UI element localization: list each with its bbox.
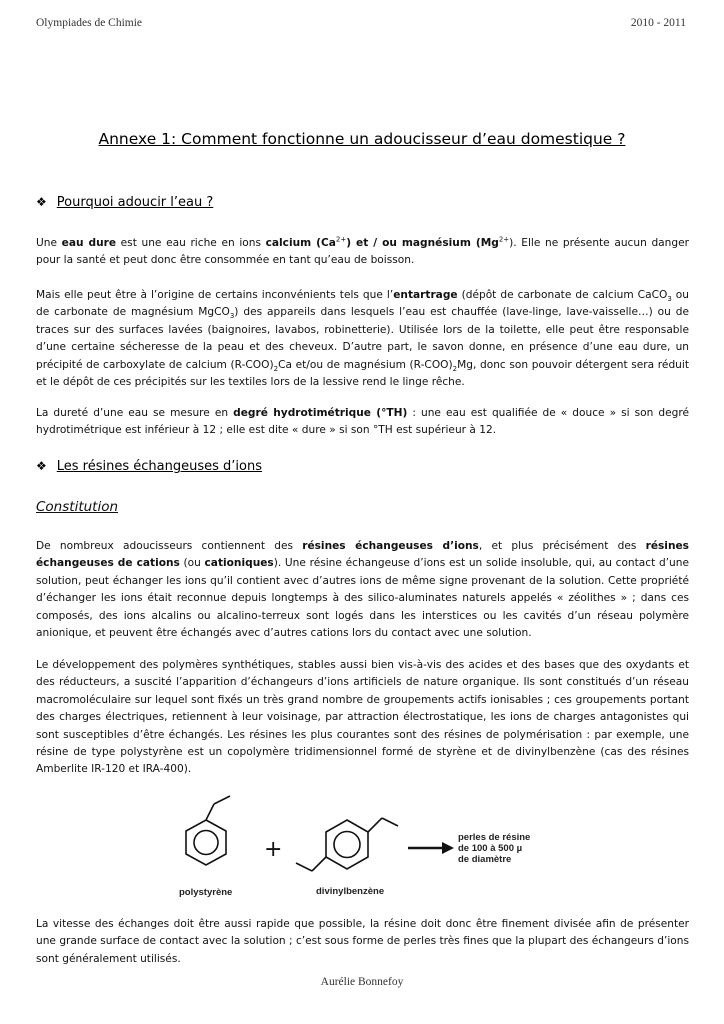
paragraph-resins-intro: De nombreux adoucisseurs contiennent des résines échangeuses d’ions, et plus précisément des résines échangeuses de cations (ou cationiques). Une résine échangeuse d’ions est un solide insoluble, qui, au contact d’une solution, peut échanger les ions qu’il contient avec d’autres ions de même signe provenant de la solution. Cette propriété d’échanger les ions était reconnue depuis longtemps à des silico-aluminates naturels appelés « zéolithes » ; dans ces composés, des ions alcalins ou alcalino-terreux sont logés dans les interstices ou les cavités d’un réseau polymère anionique, et peuvent être échangés avec d’autres cations lors du contact avec une solution. (36, 540, 689, 640)
label-divinylbenzene: divinylbenzène (316, 886, 385, 897)
result-line-3: de diamètre (458, 854, 512, 865)
paragraph-hard-water: Une eau dure est une eau riche en ions calcium $(Ca^{2+})$ et / ou magnésium $(Mg^{2+})$. Elle ne présente aucun danger pour la santé et peut donc être consommée en tant qu’eau de boisson. (36, 235, 689, 267)
paragraph-scaling: Mais elle peut être à l’origine de certains inconvénients tels que l’entartrage (dépôt de carbonate de calcium CaCO$_3$ ou de carbonate de magnésium MgCO$_3$) des appareils dans lesquels l’eau est chauffée (lave-linge, lave-vaisselle…) ou de traces sur des surfaces lavées (baignoires, lavabos, robinetterie). Utilisée lors de la toilette, elle peut être responsable d’une certaine sécheresse de la peau et des cheveux. D’autre part, le savon donne, en présence d’une eau dure, un précipité de carboxylate de calcium $(R-COO)_2Ca$ et/ou de magnésium $(R-COO)_2Mg$, donc son pouvoir détergent sera réduit et le dépôt de ces précipités sur les textiles lors de la lessive rend le linge rêche. (36, 289, 690, 389)
term-hard-water: eau dure (61, 237, 117, 249)
paragraph-exchange-speed: La vitesse des échanges doit être aussi rapide que possible, la résine doit donc être finement divisée afin de présenter une grande surface de contact avec la solution ; c’est sous forme de perles très fines que la plupart des échangeurs d’ions sont généralement utilisés. (36, 918, 689, 965)
header-right: 2010 - 2011 (630, 17, 686, 29)
section-heading-text: Pourquoi adoucir l’eau ? (56, 195, 214, 210)
plus-sign: + (264, 837, 283, 862)
term-scaling: entartrage (393, 289, 458, 301)
section-heading-why-soften (36, 195, 213, 210)
paragraph-hardness-degree: La dureté d’une eau se mesure en degré hydrotimétrique (°TH) : une eau est qualifiée de « douce » si son degré hydrotimétrique est inférieur à 12 ; elle est dite « dure » si son °TH est supérieur à 12. (36, 407, 689, 437)
section-heading-text: Les résines échangeuses d’ions (56, 459, 262, 474)
result-line-1: perles de résine (458, 832, 531, 843)
arrow-right-icon (408, 842, 454, 854)
polystyrene-structure-figure (170, 790, 540, 905)
subheading-constitution: Constitution (36, 499, 119, 515)
section-heading-ion-exchange-resins (36, 459, 262, 474)
term-hydrotimetric-degree: degré hydrotimétrique (°TH) (233, 407, 408, 419)
diamond-bullet-icon: ❖ (36, 195, 47, 209)
paragraph-synthetic-polymers: Le développement des polymères synthétiques, stables aussi bien vis-à-vis des acides et des bases que des oxydants et des réducteurs, a suscité l’apparition d’échangeurs d’ions artificiels de nature organique. Ils sont constitués d’un réseau macromoléculaire sur lequel sont fixés un très grand nombre de groupements actifs ionisables ; ces groupements portant des charges électriques, retiennent à leur voisinage, par attraction électrostatique, les ions de charges antagonistes qui sont susceptibles d’être échangés. Les résines les plus courantes sont des résines de polymérisation : par exemple, une résine de type polystyrène est un copolymère tridimensionnel formé de styrène et de divinylbenzène (cas des résines Amberlite IR-120 et IRA-400). (36, 659, 689, 776)
divinylbenzene-molecule-icon (296, 818, 398, 871)
styrene-molecule-icon (186, 796, 230, 865)
result-line-2: de 100 à 500 µ (458, 843, 523, 854)
footer-author: Aurélie Bonnefoy (320, 976, 404, 988)
page-title: Annexe 1: Comment fonctionne un adoucisseur d’eau domestique ? (98, 130, 626, 148)
header-left: Olympiades de Chimie (36, 17, 143, 29)
label-polystyrene: polystyrène (179, 887, 233, 898)
diamond-bullet-icon: ❖ (36, 459, 47, 473)
